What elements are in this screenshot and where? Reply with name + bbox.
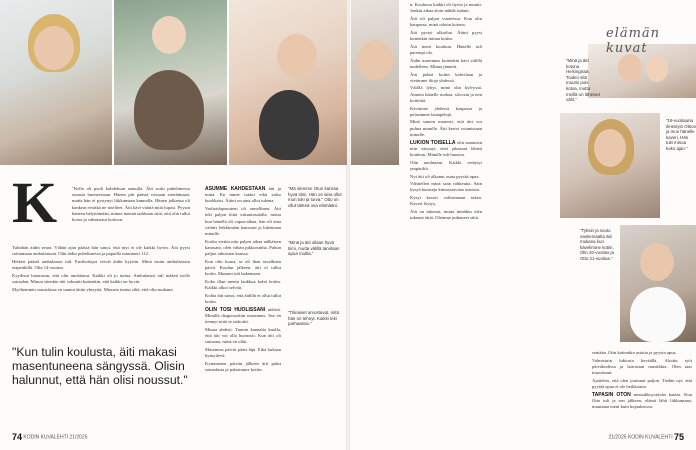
paragraph: Kyydissä huomasin, että olin unohtanut. Kaikki oli jo tuttua. Ambulanssi tuli mäkeä isolle sairaalan. Minun sitenkin äiti vakuutti kuitenkin, että kaikki on hyvin. [12, 272, 190, 285]
photo-young-woman [560, 113, 660, 218]
column-2 [205, 186, 281, 426]
paragraph: Kysyi kaveri valitsemaan tukea. Kaveri löytyy. [410, 195, 482, 207]
subheading: LUKION TOISELLA [410, 139, 456, 146]
paragraph: sentään. Otin kuitenkin asioita ja pyysin apua. [592, 350, 677, 355]
caption-5: "19-vuotiaana ilmestyin Otkon ja mun hänelle kaveri. Hän tuki minua koko ajan." [666, 118, 696, 151]
paragraph: Äidin masennus kuitenkin kävi välillä uudelleen. Minua jännitti. [410, 57, 482, 69]
footer-label-right: 21/2025 KODIN KUVALEHTI [608, 434, 673, 441]
paragraph: Äiti oli paljon vuoteessa. Kun olin kaupassa, minä odotin kotona. [410, 15, 482, 28]
subheading: TAPASIN OTON [592, 391, 631, 398]
paragraph: Tulinhän äidin seura. Vähän ajan päästä hän sanoi, että myi ei ole kaikki hyvin. Äiti pyysi soittamaan ambulanssin. Olin äidin puhelimessa ja papuilla mummeri 112. [12, 245, 190, 257]
photo-couple [229, 0, 347, 165]
paragraph: Hetken päästä ambulanssi tuli. Ensihoitajat veivät äidin kyytiin. Minä istuin ambulanssin etapenkillä. Olin 14-vuotias. [12, 258, 190, 271]
paragraph: äiti ja minä. En tunne isääni eikä sisko kuokkaisi. Äitini on aina ollut tukena. [205, 186, 281, 204]
paragraph: Varhaislapsuuteni oli onnellinen. Äiti teki paljon töitä vakuutusalalla, mutta kun hänellä oli vapaa-aikaa, hän oli aina valmis leikkimään kanssani ja lukemaan minulle. [205, 206, 281, 236]
paragraph: Äiti on tukenut, mutta minäkin olen tukenut äitiä. Olemme puhuneet siitä. [410, 209, 482, 221]
paragraph: Vähitellen minä saan rohkeutta. Sain kysyä kuraseja kiinnostavista asioista. [410, 181, 482, 193]
photo-child [351, 0, 399, 165]
photo-graduation [620, 225, 696, 342]
caption-3: "Tilinaiset arvostavat, mitä hän on tehnyt. Kaikki teki parhaansa." [288, 310, 339, 327]
subheading: OLIN TOSI HUOLISSANI [205, 306, 266, 313]
lead-paragraph: "Kello oli puoli kahdeksan aamulla. Äiti soitti puhelimessa omasta huoneestaan. Hänen piti päästä vessaan ssentämaan, mutta hän ei pystynyt liikkumaan kunnolla. Hänen jalkansa oli kankeat eivätkä ne totelleet. Äiti kävi vääriä mitä lupasi. Pyysin häneen hälyttämään, minne mennä tarkkaan siitä, että olin tullut kotoa ja valmistaut hoitoon. [72, 186, 190, 223]
caption-1: "Mä olemme Otun kanssa hyvä tiimi. Hän on aina ollut mun tuki ja turva." Otto on ollut tärkeä osa elämääni. [288, 186, 342, 208]
paragraph: Välillä lyhyt, minä olin kylvyssä. Annoin hänelle ruokaa, siivosin ja tein kotitöitä. [410, 85, 482, 103]
paragraph: n. Koulussa kaikki oli hyvin ja muutti. Jonkin aikaa aloin nähdä isäänii. [410, 2, 482, 14]
caption-4: "Minä ja äiti kotona Helsingissä. Toiden sitä muutin pois kotoa, mutta meillä on läheiset välit." [566, 58, 600, 103]
paragraph: Nyt äiti oli alkanut osata pyytää apua. [410, 173, 480, 179]
pull-quote: "Kun tulin koulusta, äiti makasi masentuneena sängyssä. Olisin halunnut, että hän olisi noussut." [12, 345, 188, 387]
paragraph: olin aamuisin niin väsynyt, ettei jaksanut lähteä kouluun. Minulle tuli huonoa. [410, 139, 482, 157]
paragraph: Olin unohtanut. Kaikki vetäytyi ympäriltä. [410, 159, 482, 171]
section-title: elämän kuvat [606, 26, 661, 56]
column-1 [12, 245, 190, 294]
column-3 [410, 2, 482, 426]
paragraph: Kävimme yhdessä kaupassa ja pelasimme lautapelejä. [410, 105, 482, 117]
photo-mother-portrait [0, 0, 112, 165]
paragraph: Koko illan menin laukkua kohti kotiin. Kaikki alkoi selvitä. [205, 278, 281, 291]
subheading: ASUMME KAHDESTAAN [205, 186, 266, 192]
drop-cap: K [12, 170, 58, 235]
photo-family [114, 0, 227, 165]
paragraph: Minä sanoin monesti, että äiti voi puhua minulle. Äiti kertoi voinnistaan minulle. [410, 119, 482, 137]
caption-2: "Minä ja äiti ollaan hyvä tiimi, mutta välillä tarvitaan apua muilta." [288, 240, 340, 257]
paragraph: äidistä. Minullä diagnosoitiin masennus. Itse en tiennyt mitä se tarkoitti. [205, 306, 281, 325]
footer-label-left: KODIN KUVALEHTI 21/2025 [23, 434, 88, 441]
paragraph: Kymmenen päivän jälkeen äiti pääsi sairaalasta ja palasimme kotiin. [205, 360, 281, 372]
page-number-left: 74 [12, 432, 23, 442]
paragraph: Kun olin kuusi, se oli ihan tavallinen päivä. Koulun jälkeen, äiti ei tullut kotiin. Mummi tuli hakemaan. [205, 258, 281, 277]
paragraph: Äiti pystyi ulkoilua. Äitini pyysi kuitenkin minua kotiin. [410, 29, 482, 42]
paragraph: Ajattelen, että olen joutunut paljon. Tiedän nyt, että pyytää apua ei ole heikkoutta. [592, 377, 692, 390]
page-number-right: 75 [673, 432, 684, 442]
paragraph: muusikkoystävän kautta. Kun Otto tuli ja sen jälkeen, elämä lähti liikkumaan, muutama meni kuin hujauksessa. [592, 391, 692, 410]
paragraph: Masennus päivät pääsi läpi. Eikä kukaan hymyilevä. [205, 346, 281, 359]
paragraph: Valmistuin lukiosta keväällä. Aloitin työt päiväkodissa ja harrastan musiikkia. Olen taas innostunut. [592, 357, 692, 376]
caption-6: "Tyksin ja soutu vankemaalta äiti mukana kun kävelimme kotiin. Olin 20-vuotias ja Otto 21-vuotias." [580, 228, 614, 261]
paragraph: Myöhemmin sairaalassa en saanut äitiin yhteyttä. Minusta tuntui siltä, että olin mukana. [12, 286, 174, 292]
paragraph: Äiti palasi kotiin kahvilaan ja vietimme iltoja yhdessä. [410, 71, 482, 83]
paragraph: Äiti meni kouluun. Hänelle tuli parempi olo. [410, 43, 482, 55]
footer-left [12, 432, 88, 442]
paragraph: Kohta äiti sanoi, että äidillä ei ollut tullut kotiin. [205, 292, 281, 304]
footer-right [608, 432, 684, 442]
paragraph: Koska viettin niin paljon aikaa nälkäisen kanssani, olen vähän pikkuvanha. Puhun paljon aikuisten kanssa. [205, 238, 281, 257]
column-4 [592, 350, 692, 426]
paragraph: Minua ahdisti. Tunnin kannalta kuulla, että äiti voi olla huonosti. Kun äiti oli sairaana, minä en ollut. [205, 326, 281, 345]
